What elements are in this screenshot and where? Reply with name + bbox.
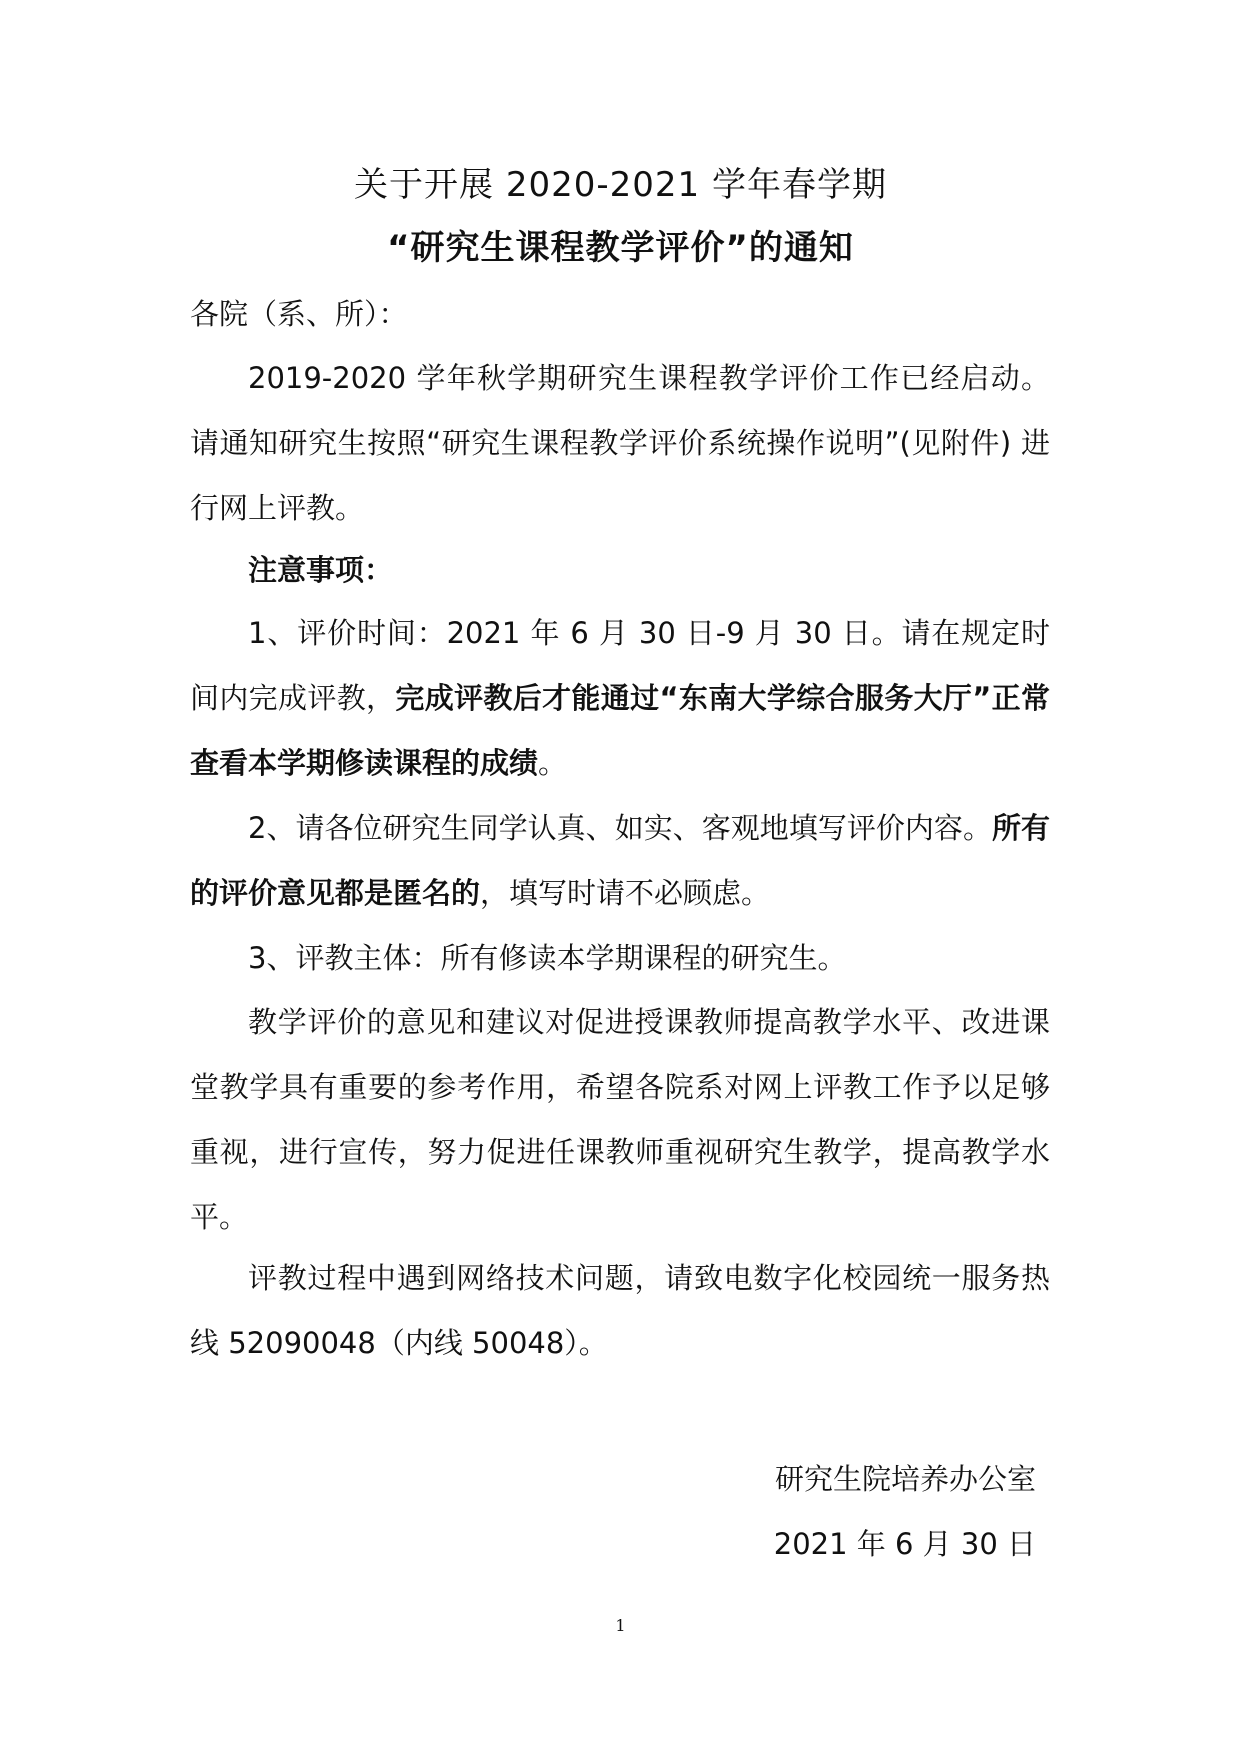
- notice-item-2-emphasis: 所有的评价意见都是匿名的: [190, 811, 1050, 910]
- notice-item-1-emphasis: 完成评教后才能通过“东南大学综合服务大厅”正常查看本学期修读课程的成绩: [190, 681, 1050, 780]
- title-line-1: 关于开展 2020-2021 学年春学期: [354, 165, 887, 205]
- title-line-2: “研究生课程教学评价”的通知: [387, 228, 854, 268]
- issue-date: 2021 年 6 月 30 日: [773, 1527, 1036, 1561]
- notice-item-3: 3、评教主体：所有修读本学期课程的研究生。: [248, 941, 847, 975]
- salutation: 各院（系、所）：: [190, 297, 408, 331]
- notice-item-1: [190, 601, 1050, 796]
- notice-item-1-end: 。: [538, 746, 568, 780]
- intro-paragraph: 2019-2020 学年秋学期研究生课程教学评价工作已经启动。请通知研究生按照“研究生课程教学评价系统操作说明”(见附件) 进行网上评教。: [190, 361, 1050, 525]
- page-number: 1: [615, 1616, 626, 1635]
- notice-heading: 注意事项：: [248, 553, 394, 587]
- closing-paragraph: 教学评价的意见和建议对促进授课教师提高教学水平、改进课堂教学具有重要的参考作用，希望各院系对网上评教工作予以足够重视，进行宣传，努力促进任课教师重视研究生教学，提高教学水平。: [190, 1005, 1050, 1234]
- contact-paragraph: 评教过程中遇到网络技术问题，请致电数字化校园统一服务热线 52090048（内线 50048）。: [190, 1261, 1050, 1360]
- notice-item-2-end: ，填写时请不必顾虑。: [480, 876, 771, 910]
- signature: 研究生院培养办公室: [774, 1462, 1036, 1496]
- notice-item-2: [190, 796, 1050, 926]
- notice-item-1-text: 1、评价时间：2021 年 6 月 30 日-9 月 30 日。请在规定时间内完成评教，: [190, 616, 1050, 715]
- notice-item-2-text: 2、请各位研究生同学认真、如实、客观地填写评价内容。: [248, 811, 992, 845]
